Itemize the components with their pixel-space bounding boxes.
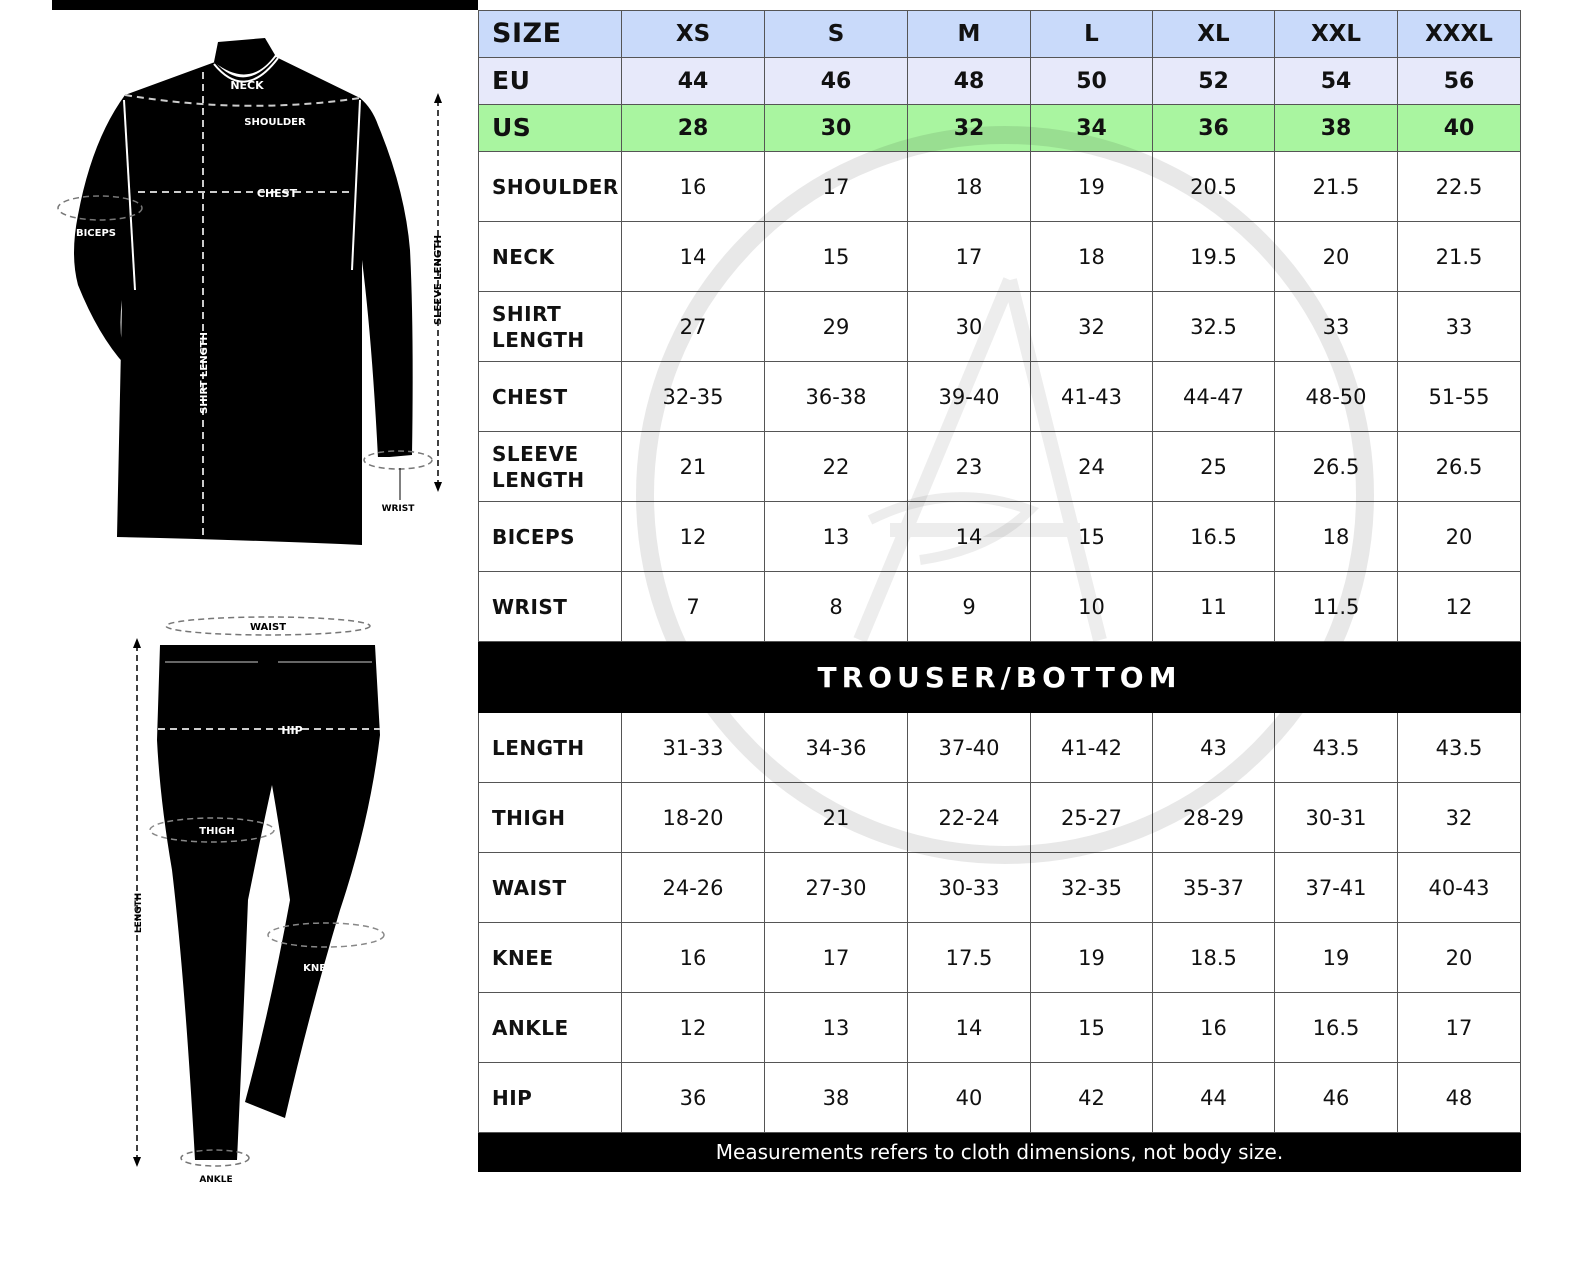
size-header-label: SIZE: [479, 11, 622, 58]
measurement-value: 20: [1398, 502, 1521, 572]
sleeve-length-label: SLEEVE LENGTH: [433, 234, 444, 326]
measurement-value: 19: [1031, 923, 1153, 993]
us-value: 30: [765, 105, 908, 152]
chest-label: CHEST: [256, 187, 298, 200]
measurement-row: [479, 783, 1521, 853]
measurement-value: 33: [1398, 292, 1521, 362]
measurement-value: 17: [765, 152, 908, 222]
biceps-label: BICEPS: [75, 228, 117, 239]
measurement-value: 29: [765, 292, 908, 362]
measurement-row: [479, 993, 1521, 1063]
measurement-value: 13: [765, 502, 908, 572]
measurement-value: 9: [908, 572, 1031, 642]
measurement-value: 21: [765, 783, 908, 853]
measurement-label: THIGH: [479, 783, 622, 853]
measurement-value: 36-38: [765, 362, 908, 432]
shirt-length-label: SHIRT LENGTH: [199, 332, 210, 414]
eu-size-row: [479, 58, 1521, 105]
measurement-label: HIP: [479, 1063, 622, 1133]
size-header-row: [479, 11, 1521, 58]
measurement-value: 14: [622, 222, 765, 292]
eu-value: 50: [1031, 58, 1153, 105]
measurement-row: [479, 502, 1521, 572]
measurement-row: [479, 292, 1521, 362]
measurement-value: 51-55: [1398, 362, 1521, 432]
measurement-value: 43: [1153, 713, 1275, 783]
measurement-value: 18: [1031, 222, 1153, 292]
measurement-value: 21.5: [1398, 222, 1521, 292]
us-value: 38: [1275, 105, 1398, 152]
measurement-value: 23: [908, 432, 1031, 502]
thigh-label: THIGH: [199, 826, 235, 837]
us-value: 28: [622, 105, 765, 152]
measurement-value: 27: [622, 292, 765, 362]
measurement-value: 24: [1031, 432, 1153, 502]
measurement-value: 17: [908, 222, 1031, 292]
measurement-label: ANKLE: [479, 993, 622, 1063]
eu-label: EU: [479, 58, 622, 105]
measurement-value: 42: [1031, 1063, 1153, 1133]
us-value: 32: [908, 105, 1031, 152]
measurement-row: [479, 923, 1521, 993]
measurement-value: 41-43: [1031, 362, 1153, 432]
measurement-value: 17.5: [908, 923, 1031, 993]
measurement-row: [479, 1063, 1521, 1133]
measurement-value: 15: [765, 222, 908, 292]
knee-label: KNEE: [303, 963, 333, 974]
measurement-label: KNEE: [479, 923, 622, 993]
measurement-value: 28-29: [1153, 783, 1275, 853]
measurement-value: 27-30: [765, 853, 908, 923]
measurement-value: 39-40: [908, 362, 1031, 432]
measurement-value: 10: [1031, 572, 1153, 642]
measurement-value: 18.5: [1153, 923, 1275, 993]
top-black-bar: [52, 0, 478, 10]
measurement-value: 22: [765, 432, 908, 502]
measurement-value: 14: [908, 993, 1031, 1063]
measurement-value: 44-47: [1153, 362, 1275, 432]
measurement-row: [479, 432, 1521, 502]
measurement-value: 12: [1398, 572, 1521, 642]
trouser-diagram: [133, 617, 384, 1185]
measurement-value: 16: [622, 923, 765, 993]
size-chart-body: [479, 11, 1521, 1172]
measurement-value: 41-42: [1031, 713, 1153, 783]
measurement-value: 18: [908, 152, 1031, 222]
measurement-value: 22-24: [908, 783, 1031, 853]
measurement-value: 32: [1398, 783, 1521, 853]
size-xs: XS: [622, 11, 765, 58]
measurement-value: 48-50: [1275, 362, 1398, 432]
shirt-diagram: [58, 38, 444, 545]
size-s: S: [765, 11, 908, 58]
measurement-value: 16.5: [1275, 993, 1398, 1063]
measurement-value: 26.5: [1398, 432, 1521, 502]
measurement-value: 48: [1398, 1063, 1521, 1133]
measurement-row: [479, 362, 1521, 432]
neck-label: NECK: [230, 79, 264, 92]
eu-value: 48: [908, 58, 1031, 105]
ankle-label: ANKLE: [199, 1175, 233, 1185]
size-m: M: [908, 11, 1031, 58]
measurement-value: 11: [1153, 572, 1275, 642]
measurement-value: 19: [1275, 923, 1398, 993]
measurement-value: 25: [1153, 432, 1275, 502]
measurement-value: 14: [908, 502, 1031, 572]
measurement-value: 18: [1275, 502, 1398, 572]
measurement-value: 18-20: [622, 783, 765, 853]
measurement-label: NECK: [479, 222, 622, 292]
eu-value: 44: [622, 58, 765, 105]
measurement-value: 30-33: [908, 853, 1031, 923]
measurement-value: 20.5: [1153, 152, 1275, 222]
garment-illustration: [40, 20, 480, 1240]
shoulder-label: SHOULDER: [244, 117, 306, 128]
waist-label: WAIST: [249, 622, 287, 633]
measurement-value: 43.5: [1398, 713, 1521, 783]
measurement-row: [479, 853, 1521, 923]
measurement-value: 15: [1031, 993, 1153, 1063]
measurement-value: 32-35: [622, 362, 765, 432]
measurement-value: 15: [1031, 502, 1153, 572]
measurement-value: 21.5: [1275, 152, 1398, 222]
measurement-value: 38: [765, 1063, 908, 1133]
measurement-label: LENGTH: [479, 713, 622, 783]
us-label: US: [479, 105, 622, 152]
measurement-value: 17: [765, 923, 908, 993]
size-chart-table: [478, 10, 1521, 1172]
measurement-label: BICEPS: [479, 502, 622, 572]
measurement-value: 19.5: [1153, 222, 1275, 292]
measurement-value: 7: [622, 572, 765, 642]
measurement-value: 36: [622, 1063, 765, 1133]
measurement-value: 35-37: [1153, 853, 1275, 923]
measurement-value: 37-41: [1275, 853, 1398, 923]
measurement-label: CHEST: [479, 362, 622, 432]
measurement-value: 22.5: [1398, 152, 1521, 222]
measurement-row: [479, 222, 1521, 292]
measurement-row: [479, 572, 1521, 642]
measurement-value: 44: [1153, 1063, 1275, 1133]
length-label: LENGTH: [134, 892, 144, 934]
eu-value: 54: [1275, 58, 1398, 105]
measurement-value: 11.5: [1275, 572, 1398, 642]
us-value: 40: [1398, 105, 1521, 152]
us-size-row: [479, 105, 1521, 152]
trouser-section-title: TROUSER/BOTTOM: [479, 642, 1521, 713]
measurement-value: 32: [1031, 292, 1153, 362]
measurement-value: 19: [1031, 152, 1153, 222]
size-xxxl: XXXL: [1398, 11, 1521, 58]
footer-note: Measurements refers to cloth dimensions, not body size.: [479, 1133, 1521, 1172]
size-l: L: [1031, 11, 1153, 58]
eu-value: 46: [765, 58, 908, 105]
eu-value: 56: [1398, 58, 1521, 105]
measurement-value: 32-35: [1031, 853, 1153, 923]
measurement-value: 17: [1398, 993, 1521, 1063]
measurement-value: 32.5: [1153, 292, 1275, 362]
measurement-value: 30: [908, 292, 1031, 362]
us-value: 34: [1031, 105, 1153, 152]
measurement-value: 37-40: [908, 713, 1031, 783]
measurement-value: 31-33: [622, 713, 765, 783]
hip-label: HIP: [281, 724, 303, 737]
measurement-value: 34-36: [765, 713, 908, 783]
measurement-value: 40: [908, 1063, 1031, 1133]
trouser-section-header: [479, 642, 1521, 713]
measurement-value: 26.5: [1275, 432, 1398, 502]
measurement-row: [479, 713, 1521, 783]
measurement-label: SHOULDER: [479, 152, 622, 222]
measurement-label: SHIRT LENGTH: [479, 292, 622, 362]
measurement-label: SLEEVE LENGTH: [479, 432, 622, 502]
measurement-value: 12: [622, 502, 765, 572]
measurement-value: 12: [622, 993, 765, 1063]
measurement-value: 40-43: [1398, 853, 1521, 923]
measurement-value: 24-26: [622, 853, 765, 923]
measurement-value: 20: [1398, 923, 1521, 993]
measurement-value: 13: [765, 993, 908, 1063]
measurement-value: 16.5: [1153, 502, 1275, 572]
wrist-label: WRIST: [381, 504, 415, 514]
size-xxl: XXL: [1275, 11, 1398, 58]
measurement-value: 30-31: [1275, 783, 1398, 853]
eu-value: 52: [1153, 58, 1275, 105]
us-value: 36: [1153, 105, 1275, 152]
measurement-label: WRIST: [479, 572, 622, 642]
measurement-value: 43.5: [1275, 713, 1398, 783]
measurement-value: 20: [1275, 222, 1398, 292]
measurement-value: 25-27: [1031, 783, 1153, 853]
measurement-value: 21: [622, 432, 765, 502]
size-xl: XL: [1153, 11, 1275, 58]
measurement-row: [479, 152, 1521, 222]
measurement-value: 16: [622, 152, 765, 222]
measurement-value: 33: [1275, 292, 1398, 362]
measurement-value: 16: [1153, 993, 1275, 1063]
measurement-value: 8: [765, 572, 908, 642]
footer-note-row: [479, 1133, 1521, 1172]
measurement-label: WAIST: [479, 853, 622, 923]
measurement-value: 46: [1275, 1063, 1398, 1133]
